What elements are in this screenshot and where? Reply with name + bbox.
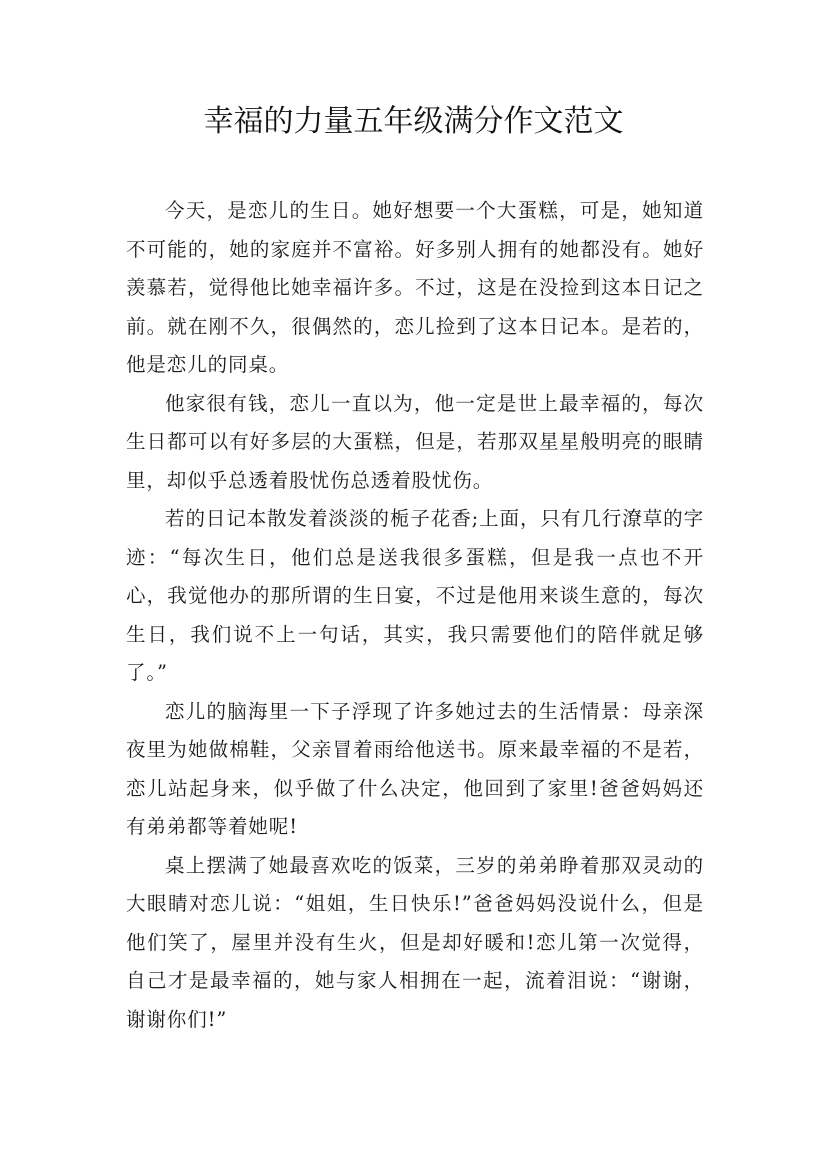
- document-title: 幸福的力量五年级满分作文范文: [203, 104, 624, 139]
- paragraph-2: 他家很有钱，恋儿一直以为，他一定是世上最幸福的，每次生日都可以有好多层的大蛋糕，但是，若那双星星般明亮的眼睛里，却似乎总透着股忧伤总透着股忧伤。: [126, 391, 704, 492]
- paragraph-5: 桌上摆满了她最喜欢吃的饭菜，三岁的弟弟睁着那双灵动的大眼睛对恋儿说：“姐姐，生日快乐!”爸爸妈妈没说什么，但是他们笑了，屋里并没有生火，但是却好暖和!恋儿第一次觉得，自己才是最幸福的，她与家人相拥在一起，流着泪说：“谢谢，谢谢你们!”: [126, 853, 704, 1031]
- paragraph-4: 恋儿的脑海里一下子浮现了许多她过去的生活情景：母亲深夜里为她做棉鞋，父亲冒着雨给他送书。原来最幸福的不是若，恋儿站起身来，似乎做了什么决定，他回到了家里!爸爸妈妈还有弟弟都等着她呢!: [126, 699, 704, 838]
- document-body: [126, 192, 704, 1039]
- paragraph-1: 今天，是恋儿的生日。她好想要一个大蛋糕，可是，她知道不可能的，她的家庭并不富裕。好多别人拥有的她都没有。她好羡慕若，觉得他比她幸福许多。不过，这是在没捡到这本日记之前。就在刚不久，很偶然的，恋儿捡到了这本日记本。是若的，他是恋儿的同桌。: [126, 199, 704, 376]
- paragraph-3: 若的日记本散发着淡淡的栀子花香;上面，只有几行潦草的字迹：“每次生日，他们总是送我很多蛋糕，但是我一点也不开心，我觉他办的那所谓的生日宴，不过是他用来谈生意的，每次生日，我们说不上一句话，其实，我只需要他们的陪伴就足够了。”: [126, 507, 704, 684]
